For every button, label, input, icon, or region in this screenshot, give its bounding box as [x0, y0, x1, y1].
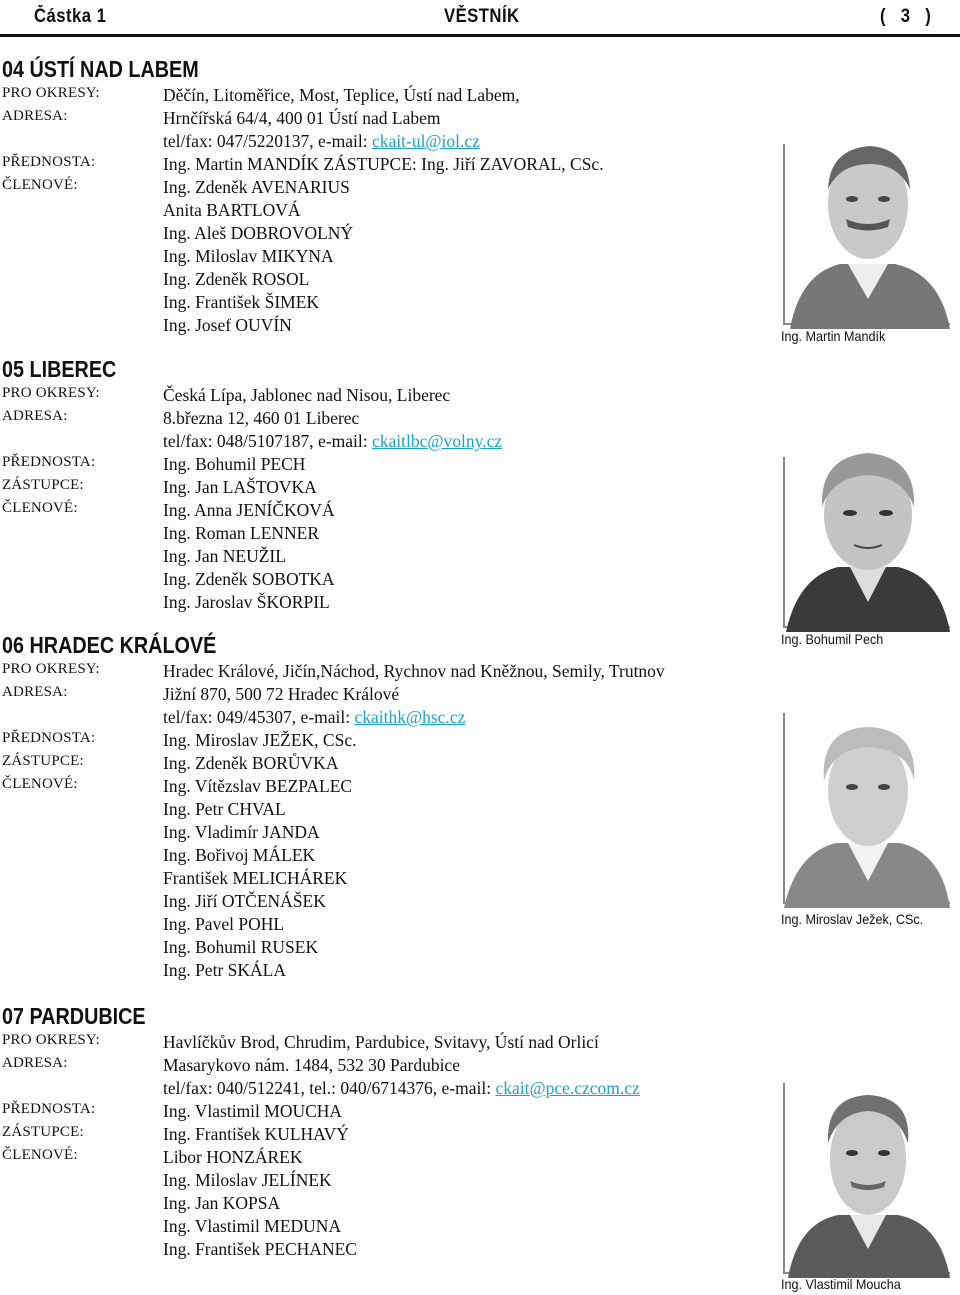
field-value-text: Ing. Martin MANDÍK ZÁSTUPCE: Ing. Jiří ZAVORAL, CSc.	[163, 154, 604, 174]
field-value	[163, 1055, 460, 1076]
field-value	[163, 200, 300, 221]
info-row	[0, 1239, 760, 1262]
field-value	[163, 131, 480, 152]
issue-label: Částka 1	[34, 6, 107, 27]
field-value	[163, 1239, 357, 1260]
info-row	[0, 937, 760, 960]
field-value-text: Ing. Vlastimil MOUCHA	[163, 1101, 343, 1121]
info-row	[0, 1101, 760, 1124]
field-value-text: tel/fax: 047/5220137, e-mail:	[163, 131, 372, 151]
email-link[interactable]: ckait-ul@iol.cz	[371, 131, 480, 151]
field-value	[163, 315, 292, 336]
field-value	[163, 753, 338, 774]
field-value	[163, 684, 399, 705]
field-value	[163, 1078, 640, 1099]
field-value	[163, 246, 334, 267]
info-row	[0, 776, 760, 799]
field-value-text: Ing. Jan KOPSA	[163, 1193, 281, 1213]
field-value	[163, 1147, 303, 1168]
info-row	[0, 177, 760, 200]
field-value	[163, 154, 604, 175]
field-value	[163, 408, 359, 429]
field-value	[163, 431, 502, 452]
field-value-text: tel/fax: 048/5107187, e-mail:	[163, 431, 372, 451]
email-link[interactable]: ckait@pce.czcom.cz	[495, 1078, 640, 1098]
section-title: 07 PARDUBICE	[2, 1003, 146, 1029]
field-value	[163, 500, 335, 521]
field-value-text: Ing. Zdeněk BORŮVKA	[163, 753, 339, 773]
section-title: 04 ÚSTÍ NAD LABEM	[2, 56, 199, 82]
field-value-text: Ing. Zdeněk ROSOL	[163, 269, 310, 289]
field-value-text: Ing. Miloslav JELÍNEK	[163, 1170, 332, 1190]
field-value-text: Ing. Zdeněk SOBOTKA	[163, 569, 335, 589]
field-value-text: František MELICHÁREK	[163, 868, 348, 888]
field-value-text: Děčín, Litoměřice, Most, Teplice, Ústí nad Labem,	[163, 85, 520, 105]
field-value-text: Ing. Vlastimil MEDUNA	[163, 1216, 342, 1236]
info-row	[0, 592, 760, 615]
info-row	[0, 799, 760, 822]
info-row	[0, 246, 760, 269]
field-value-text: Ing. Petr SKÁLA	[163, 960, 286, 980]
photo-caption: Ing. Martin Mandík	[781, 328, 886, 344]
field-label: PŘEDNOSTA:	[2, 730, 96, 746]
field-label: PRO OKRESY:	[2, 85, 100, 101]
photo-caption: Ing. Vlastimil Moucha	[781, 1276, 901, 1292]
field-label: ADRESA:	[2, 1055, 68, 1071]
photo-caption: Ing. Miroslav Ježek, CSc.	[781, 911, 924, 927]
info-row	[0, 707, 760, 730]
info-row	[0, 292, 760, 315]
field-value	[163, 1216, 341, 1237]
field-value-text: Ing. František KULHAVÝ	[163, 1124, 349, 1144]
info-row	[0, 845, 760, 868]
page-header	[0, 0, 960, 36]
field-value-text: Ing. Zdeněk AVENARIUS	[163, 177, 350, 197]
info-row	[0, 661, 760, 684]
info-row	[0, 431, 760, 454]
field-value-text: Masarykovo nám. 1484, 532 30 Pardubice	[163, 1055, 460, 1075]
field-value-text: Hradec Králové, Jičín,Náchod, Rychnov nad Kněžnou, Semily, Trutnov	[163, 661, 665, 681]
field-value-text: Ing. Pavel POHL	[163, 914, 285, 934]
field-value	[163, 85, 520, 106]
field-label: ZÁSTUPCE:	[2, 1124, 84, 1140]
info-row	[0, 730, 760, 753]
info-row	[0, 108, 760, 131]
field-value-text: Anita BARTLOVÁ	[163, 200, 301, 220]
field-label: ADRESA:	[2, 684, 68, 700]
field-label: ČLENOVÉ:	[2, 500, 78, 516]
field-value-text: Hrnčířská 64/4, 400 01 Ústí nad Labem	[163, 108, 441, 128]
field-value-text: Libor HONZÁREK	[163, 1147, 303, 1167]
info-row	[0, 85, 760, 108]
section-title: 05 LIBEREC	[2, 356, 117, 382]
field-value	[163, 868, 347, 889]
field-label: PŘEDNOSTA:	[2, 154, 96, 170]
field-label: PRO OKRESY:	[2, 1032, 100, 1048]
info-row	[0, 1170, 760, 1193]
field-value	[163, 269, 309, 290]
field-value-text: Ing. Vítězslav BEZPALEC	[163, 776, 353, 796]
field-value	[163, 546, 286, 567]
info-row	[0, 1193, 760, 1216]
field-value-text: Ing. Jan NEUŽIL	[163, 546, 286, 566]
info-row	[0, 523, 760, 546]
field-value-text: Ing. Jan LAŠTOVKA	[163, 477, 317, 497]
field-value	[163, 477, 317, 498]
field-value	[163, 914, 284, 935]
info-row	[0, 1147, 760, 1170]
field-value-text: Ing. Josef OUVÍN	[163, 315, 292, 335]
field-label: ZÁSTUPCE:	[2, 753, 84, 769]
info-row	[0, 500, 760, 523]
field-value	[163, 523, 319, 544]
info-row	[0, 154, 760, 177]
field-value	[163, 292, 319, 313]
info-row	[0, 546, 760, 569]
info-row	[0, 868, 760, 891]
field-label: ADRESA:	[2, 108, 68, 124]
field-value	[163, 661, 665, 682]
field-label: PRO OKRESY:	[2, 385, 100, 401]
field-label: ČLENOVÉ:	[2, 1147, 78, 1163]
field-label: PŘEDNOSTA:	[2, 454, 96, 470]
info-row	[0, 269, 760, 292]
field-value-text: Ing. Petr CHVAL	[163, 799, 286, 819]
email-link[interactable]: ckaitlbc@volny.cz	[371, 431, 503, 451]
email-link[interactable]: ckaithk@hsc.cz	[354, 707, 466, 727]
field-value	[163, 707, 465, 728]
field-value	[163, 454, 305, 475]
portrait-photo	[780, 124, 953, 329]
info-row	[0, 1078, 760, 1101]
photo-caption: Ing. Bohumil Pech	[781, 631, 884, 647]
info-row	[0, 200, 760, 223]
field-value-text: Ing. Roman LENNER	[163, 523, 320, 543]
field-label: ADRESA:	[2, 408, 68, 424]
info-row	[0, 569, 760, 592]
field-label: PŘEDNOSTA:	[2, 1101, 96, 1117]
field-value	[163, 592, 330, 613]
portrait-photo	[780, 703, 953, 908]
field-value	[163, 799, 286, 820]
field-value-text: Ing. František PECHANEC	[163, 1239, 357, 1259]
field-value	[163, 569, 335, 590]
field-value-text: Ing. František ŠIMEK	[163, 292, 320, 312]
field-value	[163, 385, 450, 406]
info-row	[0, 315, 760, 338]
field-value	[163, 108, 441, 129]
field-value	[163, 960, 286, 981]
field-value	[163, 1193, 280, 1214]
field-value	[163, 1124, 349, 1145]
info-row	[0, 914, 760, 937]
field-value-text: Ing. Jiří OTČENÁŠEK	[163, 891, 326, 911]
info-row	[0, 753, 760, 776]
field-value-text: Havlíčkův Brod, Chrudim, Pardubice, Svitavy, Ústí nad Orlicí	[163, 1032, 599, 1052]
info-row	[0, 131, 760, 154]
info-row	[0, 477, 760, 500]
field-value-text: Ing. Vladimír JANDA	[163, 822, 320, 842]
info-row	[0, 960, 760, 983]
field-value	[163, 937, 318, 958]
info-row	[0, 1055, 760, 1078]
portrait-photo	[780, 427, 953, 632]
field-value-text: Ing. Miloslav MIKYNA	[163, 246, 334, 266]
field-value-text: Ing. Aleš DOBROVOLNÝ	[163, 223, 354, 243]
field-value	[163, 1101, 342, 1122]
field-value-text: Ing. Bohumil RUSEK	[163, 937, 319, 957]
field-label: ČLENOVÉ:	[2, 776, 78, 792]
field-label: ČLENOVÉ:	[2, 177, 78, 193]
info-row	[0, 822, 760, 845]
field-value-text: Ing. Miroslav JEŽEK, CSc.	[163, 730, 357, 750]
field-value	[163, 177, 350, 198]
section-title: 06 HRADEC KRÁLOVÉ	[2, 632, 217, 658]
field-value	[163, 845, 315, 866]
field-value-text: tel/fax: 049/45307, e-mail:	[163, 707, 355, 727]
field-value	[163, 730, 356, 751]
field-value	[163, 891, 326, 912]
field-value	[163, 1170, 332, 1191]
field-value-text: tel/fax: 040/512241, tel.: 040/6714376, e-mail:	[163, 1078, 496, 1098]
field-label: ZÁSTUPCE:	[2, 477, 84, 493]
info-row	[0, 1124, 760, 1147]
field-value-text: Ing. Bohumil PECH	[163, 454, 306, 474]
field-value-text: Jižní 870, 500 72 Hradec Králové	[163, 684, 400, 704]
info-row	[0, 1032, 760, 1055]
field-value-text: Ing. Anna JENÍČKOVÁ	[163, 500, 335, 520]
field-value	[163, 1032, 599, 1053]
info-row	[0, 891, 760, 914]
info-row	[0, 1216, 760, 1239]
field-value-text: Ing. Bořivoj MÁLEK	[163, 845, 316, 865]
field-value	[163, 223, 353, 244]
field-label: PRO OKRESY:	[2, 661, 100, 677]
header-rule	[0, 34, 960, 37]
journal-title: VĚSTNÍK	[444, 6, 520, 27]
field-value-text: Česká Lípa, Jablonec nad Nisou, Liberec	[163, 385, 451, 405]
info-row	[0, 684, 760, 707]
field-value	[163, 822, 320, 843]
field-value-text: Ing. Jaroslav ŠKORPIL	[163, 592, 330, 612]
info-row	[0, 454, 760, 477]
info-row	[0, 385, 760, 408]
info-row	[0, 408, 760, 431]
page-number: ( 3 )	[880, 6, 937, 27]
field-value	[163, 776, 352, 797]
portrait-photo	[780, 1073, 953, 1278]
info-row	[0, 223, 760, 246]
field-value-text: 8.března 12, 460 01 Liberec	[163, 408, 360, 428]
